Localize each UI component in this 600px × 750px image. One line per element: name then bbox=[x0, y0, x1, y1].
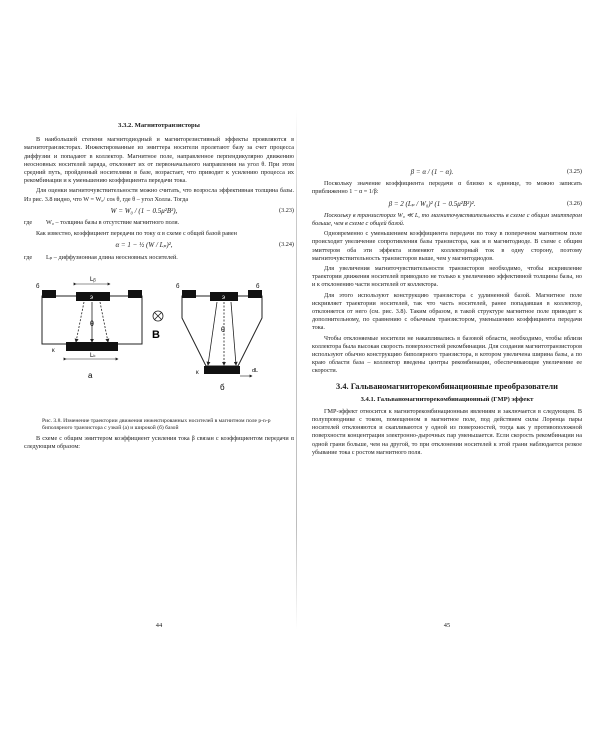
formula-3-24 bbox=[24, 241, 294, 249]
collector bbox=[66, 342, 118, 351]
label-a: а bbox=[88, 370, 93, 380]
right-page bbox=[312, 122, 582, 629]
base-contact-left bbox=[182, 290, 196, 298]
label-sub-b: б bbox=[220, 382, 225, 392]
label-theta: θ bbox=[90, 320, 94, 328]
figure-3-8 bbox=[24, 266, 286, 416]
label-theta: θ bbox=[221, 326, 225, 334]
figure-caption: Рис. 3.8. Изменение траектории движения инжектированных носителей в магнитном поле p-n-p биполярного транзистора с узкой (а) и широкой (б) базой bbox=[42, 417, 271, 431]
page-number: 45 bbox=[443, 621, 451, 629]
formula-number: (3.26) bbox=[567, 199, 582, 207]
formula-3-26 bbox=[312, 200, 582, 208]
base-contact-right bbox=[128, 290, 142, 298]
paragraph: В наибольшей степени магнитодиодный и магниторезистивный эффекты проявляются в магнитотранзисторах. Инжектированные из эмиттера носители пролетают базу за счет процесса диффузии и попадают в коллектор. Магнитное поле, направленное перпендикулярно движению неосновных носителей заряда, отклоняет их от первоначального направления на угол θ. При этом средний путь, пройденный носителями в базе, возрастает, что приводит к усилению процесса их рекомбинации и к уменьшению коэффициента передачи тока. bbox=[24, 136, 294, 185]
where-text: W₀ – толщина базы в отсутствие магнитного поля. bbox=[46, 219, 180, 227]
paragraph: ГМР-эффект относится к магниторекомбинационным явлениям и заключается в следующем. В полупроводнике с током, помещенном в магнитное поле, под действием силы Лоренца пары носителей отклоняются и скапливаются у одной из поверхностей, тогда как у противоположной поверхности концентрация электронно-дырочных пар уменьшается. Если скорость рекомбинации на одной грани больше, чем на другой, то при отклонении носителей к этой грани наблюдается резкое убывание тока с ростом магнитного поля. bbox=[312, 407, 582, 456]
transistor-diagram bbox=[24, 266, 286, 416]
collector bbox=[204, 366, 240, 374]
formula-text: W = W₀ / (1 − 0.5μ²B²), bbox=[110, 206, 178, 215]
where-clause bbox=[24, 254, 294, 262]
label-e: э bbox=[222, 294, 226, 301]
label-k: к bbox=[196, 369, 199, 376]
left-page bbox=[24, 122, 294, 629]
base-contact-left bbox=[42, 290, 56, 298]
where-label: где bbox=[24, 253, 33, 261]
label-b: б bbox=[256, 283, 260, 290]
where-clause bbox=[24, 219, 294, 227]
paragraph: Чтобы отклоняемые носители не накапливались в базовой области, необходимо, чтобы вблизи коллектора была высокая скорость поверхностной рекомбинации. Для создания магнитотранзисторов используют обычно конструкцию биполярного транзистора, в котором увеличена ширина базы, а по краю области база – коллектор введены центры рекомбинации, обеспечивающие увеличение ее скорости. bbox=[312, 334, 582, 375]
paragraph: Для оценки магниточувствительности можно считать, что возросла эффективная толщина базы. Из рис. 3.8 видно, что W = W₀/ cos θ, где θ – угол Холла. Тогда bbox=[24, 187, 294, 203]
section-title: 3.4. Гальваномагниторекомбинационные преобразователи bbox=[336, 381, 558, 391]
paragraph: В схеме с общим эмиттером коэффициент усиления тока β связан с коэффициентом передачи α следующим образом: bbox=[24, 434, 294, 451]
label-k: к bbox=[52, 347, 55, 354]
paragraph: Для этого используют конструкцию транзистора с удлиненной базой. Магнитное поле искривляет траектории носителей, так что часть носителей, ранее попадавшая в коллектор, отклоняется от него (см. рис. 3.8). Таким образом, в такой структуре магнитное поле приводит к дополнительному, по сравнению с обычным транзистором, уменьшению коэффициента передачи тока. bbox=[312, 291, 582, 332]
paragraph: Для увеличения магниточувствительности транзисторов необходимо, чтобы искривление траектории движения носителей приводило не только к увеличению эффективной толщины базы, но и к отклонению части носителей от коллектора. bbox=[312, 265, 582, 289]
italic-paragraph: Поскольку в транзисторах W₀ ≪ L, то магниточувствительность в схеме с общим эмиттером больше, чем в схеме с общей базой. bbox=[312, 211, 582, 228]
section-title: 3.3.2. Магнитотранзисторы bbox=[118, 122, 200, 129]
paragraph: Поскольку значение коэффициента передачи α близко к единице, то можно записать приближенно 1 − α = 1/β: bbox=[312, 180, 582, 196]
formula-text: α = 1 − ½ (W / Lₚ)², bbox=[115, 241, 173, 250]
base-contact-right bbox=[248, 290, 262, 298]
formula-text: β = α / (1 − α). bbox=[410, 168, 454, 176]
label-b: б bbox=[176, 283, 180, 290]
paragraph: Одновременно с уменьшением коэффициента передачи по току в поперечном магнитном поле происходит увеличение сопротивления базы транзистора, как и в магнитодиоде. В схеме с общим эмиттером оба эти эффекта изменяют коллекторный ток в одну сторону, поэтому магниточувствительность транзисторов выше, чем у магнитодиодов. bbox=[312, 230, 582, 262]
formula-text: β = 2 (Lₚ / W₀)² (1 − 0.5μ²B²)². bbox=[388, 199, 476, 208]
label-dl: dL bbox=[252, 367, 259, 374]
where-label: где bbox=[24, 219, 33, 227]
formula-number: (3.24) bbox=[279, 241, 294, 249]
label-lb: Lᵦ bbox=[90, 276, 96, 283]
subsection-title: 3.4.1. Гальваномагниторекомбинационный (ГМР) эффект bbox=[360, 395, 534, 403]
formula-3-23 bbox=[24, 207, 294, 215]
page-number: 44 bbox=[155, 621, 163, 629]
label-lk: Lₖ bbox=[90, 352, 96, 359]
where-text: Lₚ – диффузионная длина неосновных носителей. bbox=[46, 253, 178, 261]
formula-number: (3.25) bbox=[567, 168, 582, 175]
label-b: б bbox=[36, 283, 40, 290]
label-e: э bbox=[90, 294, 94, 301]
formula-number: (3.23) bbox=[279, 206, 294, 214]
paragraph: Как известно, коэффициент передачи по току α в схеме с общей базой равен bbox=[36, 230, 237, 238]
magnetic-field-symbol bbox=[153, 311, 163, 321]
formula-3-25 bbox=[312, 168, 582, 176]
page-spine bbox=[296, 110, 297, 630]
label-field-b: B bbox=[152, 328, 160, 341]
